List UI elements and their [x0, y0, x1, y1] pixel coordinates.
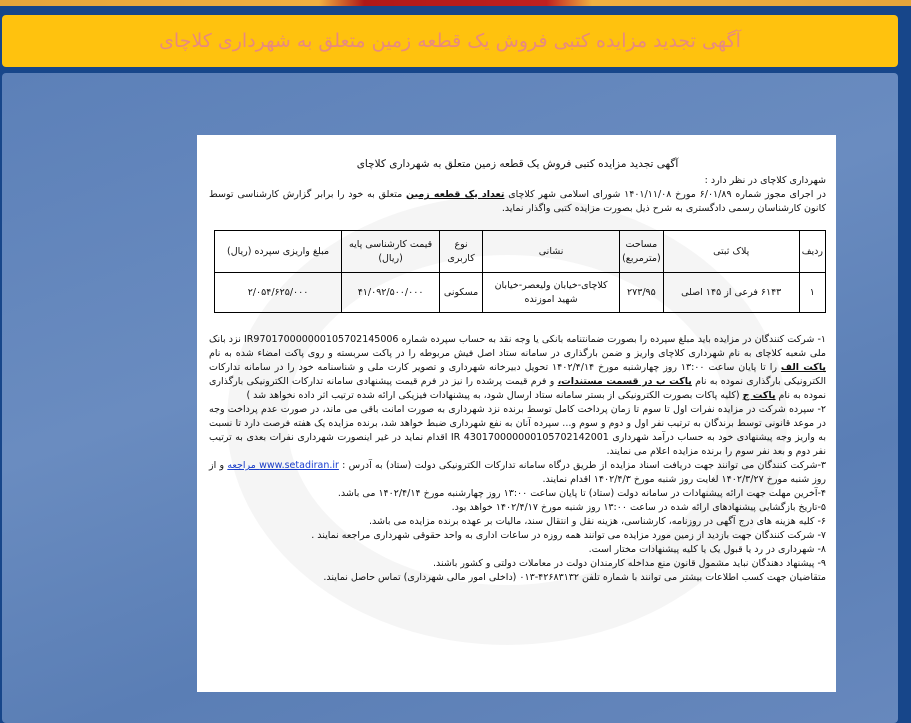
cell-plate: ۶۱۴۳ فرعی از ۱۴۵ اصلی	[663, 273, 799, 313]
document-title: آگهی تجدید مزایده کتبی فروش یک قطعه زمین متعلق به شهرداری کلاچای	[356, 158, 679, 170]
cell-deposit: ۲/۰۵۴/۶۲۵/۰۰۰	[215, 273, 342, 313]
setadiran-link[interactable]: www.setadiran.ir مراجعه	[227, 460, 339, 471]
intro-paragraph: در اجرای مجوز شماره ۶/۰۱/۸۹ مورخ ۱۴۰۱/۱۱/۰۸ شورای اسلامی شهر کلاچای تعداد یک قطعه زمین متعلق به خود را برابر گزارش کارشناسی توسط کانون کارشناسان رسمی دادگستری به شرح ذیل بصورت مزایده کتبی واگذار نماید.	[209, 189, 826, 214]
cell-usage: مسکونی	[440, 273, 483, 313]
clause-3: ۳-شرکت کنندگان می توانند جهت دریافت اسناد مزایده از طریق درگاه سامانه تدارکات الکترونیکی دولت (ستاد) به آدرس : www.setadiran.ir مراجعه و از روز شنبه مورخ ۱۴۰۲/۳/۲۷ لغایت روز شنبه مورخ ۱۴۰۲/۴/۳ اقدام نمایند.	[209, 460, 826, 485]
col-row: ردیف	[799, 231, 825, 273]
table-row	[215, 273, 826, 313]
clause-9: ۹- پیشنهاد دهندگان نباید مشمول قانون منع مداخله کارمندان دولت در معاملات دولتی و کشور باشند.	[432, 558, 826, 569]
cell-base-price: ۴۱/۰۹۲/۵۰۰/۰۰۰	[342, 273, 440, 313]
clause-2: ۲- سپرده شرکت در مزایده نفرات اول تا سوم تا زمان پرداخت کامل توسط برنده نزد شهرداری به صورت امانت باقی می ماند، در صورت عدم پرداخت وجه در موعد قانونی توسط برندگان به ترتیب نفر اول و دوم و سوم و... سپرده آنان به نفع شهرداری ضبط خواهد شد، برنده مزایده یک هفته فرصت دارد تا نسبت به واریز وجه پیشنهادی خود به حساب درآمد شهرداری IR 430170000000105702142001 اقدام نماید در غیر اینصورت شهرداری نفرات بعدی به ترتیب نفر دوم و بعد نفر سوم را برنده مزایده اعلام می نمایند.	[209, 404, 827, 457]
auction-table	[214, 230, 826, 313]
notice-document	[197, 135, 836, 692]
clause-1: ۱- شرکت کنندگان در مزایده باید مبلغ سپرده را بصورت ضمانتنامه بانکی یا وجه نقد به حساب سپرده شماره IR970170000000105702145006 نزد بانک ملی شعبه کلاچای به نام شهرداری کلاچای واریز و ضمن بارگذاری در سامانه ستاد اصل فیش مربوطه را در پاکت سربسته و روی پاکت امضاء شده به نام پاکت الف را تا پایان ساعت ۱۳:۰۰ روز چهارشنبه مورخ ۱۴۰۲/۴/۱۴ تحویل دبیرخانه شهرداری و تصویر کارت ملی و شناسنامه خود را در سامانه تدارکات الکترونیکی بارگذاری نموده به نام پاکت ب در قسمت مستندات، و فرم قیمت پرشده را نیز در فرم قیمت پیشنهادی سامانه تدارکات الکترونیکی بارگذاری نموده به نام پاکت ج (کلیه پاکات بصورت الکترونیکی از بستر سامانه ستاد ارسال شود، به پیشنهادات فیزیکی ارائه شده ترتیب اثر داده نخواهد شد )	[209, 334, 827, 401]
cell-area: ۲۷۳/۹۵	[620, 273, 664, 313]
cell-address: کلاچای-خیابان ولیعصر-خیابان شهید اموزنده	[483, 273, 620, 313]
banner-title: آگهی تجدید مزایده کتبی فروش یک قطعه زمین متعلق به شهرداری کلاچای	[159, 30, 741, 52]
clause-7: ۷- شرکت کنندگان جهت بازدید از زمین مورد مزایده می توانند همه روزه در ساعات اداری به واحد حقوقی شهرداری مراجعه نمایند .	[311, 530, 826, 541]
col-area: مساحت (مترمربع)	[620, 231, 664, 273]
intro-line: شهرداری کلاچای در نظر دارد :	[704, 175, 826, 186]
col-usage: نوع کاربری	[440, 231, 483, 273]
contact-line: متقاضیان جهت کسب اطلاعات بیشتر می توانند با شماره تلفن ۴۲۶۸۳۱۳۲-۰۱۳ (داخلی امور مالی شهرداری) تماس حاصل نمایند.	[323, 572, 826, 583]
header-image-strip	[0, 0, 911, 6]
col-address: نشانی	[483, 231, 620, 273]
title-banner	[2, 15, 898, 67]
col-base-price: قیمت کارشناسی پایه (ریال)	[342, 231, 440, 273]
table-header-row	[215, 231, 826, 273]
col-plate: پلاک ثبتی	[663, 231, 799, 273]
cell-row: ۱	[799, 273, 825, 313]
clause-6: ۶- کلیه هزینه های درج آگهی در روزنامه، کارشناسی، هزینه نقل و انتقال سند، مالیات بر عهده برنده مزایده می باشد.	[369, 516, 826, 527]
clause-8: ۸- شهرداری در رد یا قبول یک یا کلیه پیشنهادات مختار است.	[588, 544, 826, 555]
clause-4: ۴-آخرین مهلت جهت ارائه پیشنهادات در سامانه دولت (ستاد) تا پایان ساعت ۱۳:۰۰ روز چهارشنبه مورخ ۱۴۰۲/۴/۱۴ می باشد.	[337, 488, 826, 499]
col-deposit: مبلغ واریزی سپرده (ریال)	[215, 231, 342, 273]
clause-5: ۵-تاریخ بازگشایی پیشنهادهای ارائه شده در ساعت ۱۳:۰۰ روز شنبه مورخ ۱۴۰۲/۴/۱۷ خواهد بود.	[451, 502, 826, 513]
